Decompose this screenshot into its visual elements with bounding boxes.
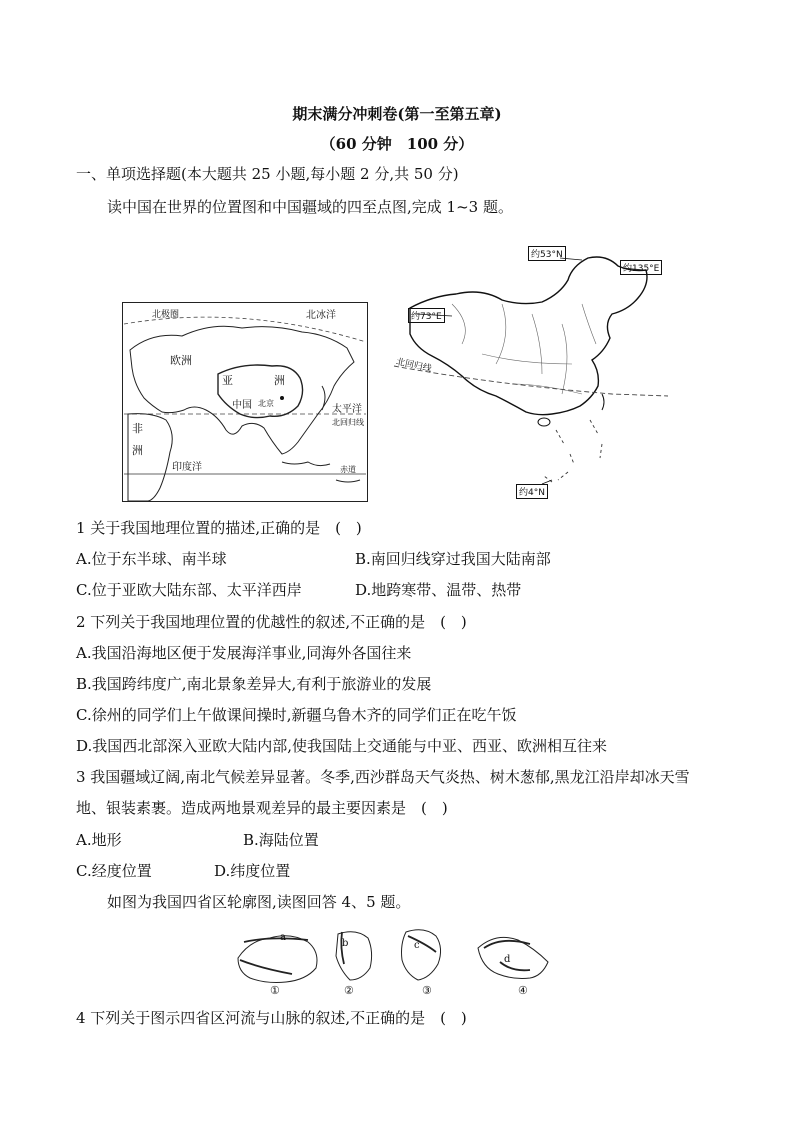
province-number-3: ③ [422,984,432,997]
equator-label: 赤道 [340,465,356,474]
asia-label-1: 亚 [222,374,233,387]
west-point-tag: 约73°E [408,308,445,323]
label-b: b [342,938,349,949]
africa-label-1: 非 [132,422,143,435]
q3-option-a: A.地形 [76,831,122,849]
label-a: a [280,932,286,943]
europe-label: 欧洲 [170,354,192,367]
pacific-label: 太平洋 [332,404,362,415]
question-1-stem: 1 关于我国地理位置的描述,正确的是 ( ) [76,519,362,537]
north-point-tag: 约53°N [528,246,566,261]
question-3-stem-line2: 地、银装素裹。造成两地景观差异的最主要因素是 ( ) [76,799,448,817]
q1-option-a: A.位于东半球、南半球 [76,550,227,568]
section-heading: 一、单项选择题(本大题共 25 小题,每小题 2 分,共 50 分) [76,165,459,183]
page-subtitle: （60 分钟 100 分） [320,135,474,153]
province-number-4: ④ [518,984,528,997]
china-label: 中国 [232,400,252,411]
q3-option-c: C.经度位置 [76,862,152,880]
q2-option-d: D.我国西北部深入亚欧大陆内部,使我国陆上交通能与中亚、西亚、欧洲相互往来 [76,737,608,755]
q3-option-b: B.海陆位置 [243,831,319,849]
q3-option-d: D.纬度位置 [214,862,291,880]
intro-text-2: 如图为我国四省区轮廓图,读图回答 4、5 题。 [107,893,411,911]
province-outlines-figure [230,918,560,1000]
tropic-label-map2: 北回归线 [395,357,433,375]
q1-option-b: B.南回归线穿过我国大陆南部 [355,550,551,568]
province-number-2: ② [344,984,354,997]
q1-option-c: C.位于亚欧大陆东部、太平洋西岸 [76,581,302,599]
africa-label-2: 洲 [132,444,143,457]
asia-label-2: 洲 [274,374,285,387]
intro-text-1: 读中国在世界的位置图和中国疆域的四至点图,完成 1~3 题。 [107,198,513,216]
label-d: d [504,954,511,965]
q1-option-d: D.地跨寒带、温带、热带 [355,581,522,599]
world-position-map [122,302,368,502]
q2-option-a: A.我国沿海地区便于发展海洋事业,同海外各国往来 [76,644,412,662]
question-3-stem-line1: 3 我国疆域辽阔,南北气候差异显著。冬季,西沙群岛天气炎热、树木葱郁,黑龙江沿岸却冰天雪 [76,768,690,786]
q2-option-c: C.徐州的同学们上午做课间操时,新疆乌鲁木齐的同学们正在吃午饭 [76,706,517,724]
china-extreme-points-map [392,244,670,500]
province-number-1: ① [270,984,280,997]
tropic-label: 北回归线 [332,418,364,427]
arctic-ocean-label: 北冰洋 [306,310,336,321]
question-2-stem: 2 下列关于我国地理位置的优越性的叙述,不正确的是 ( ) [76,613,467,631]
south-point-tag: 约4°N [516,484,548,499]
beijing-label: 北京 [258,399,274,408]
q2-option-b: B.我国跨纬度广,南北景象差异大,有利于旅游业的发展 [76,675,432,693]
label-c: c [414,940,420,951]
arctic-circle-label: 北极圈 [152,310,180,320]
question-4-stem: 4 下列关于图示四省区河流与山脉的叙述,不正确的是 ( ) [76,1009,467,1027]
indian-ocean-label: 印度洋 [172,462,202,473]
page-title: 期末满分冲刺卷(第一至第五章) [292,105,502,123]
east-point-tag: 约135°E [620,260,662,275]
